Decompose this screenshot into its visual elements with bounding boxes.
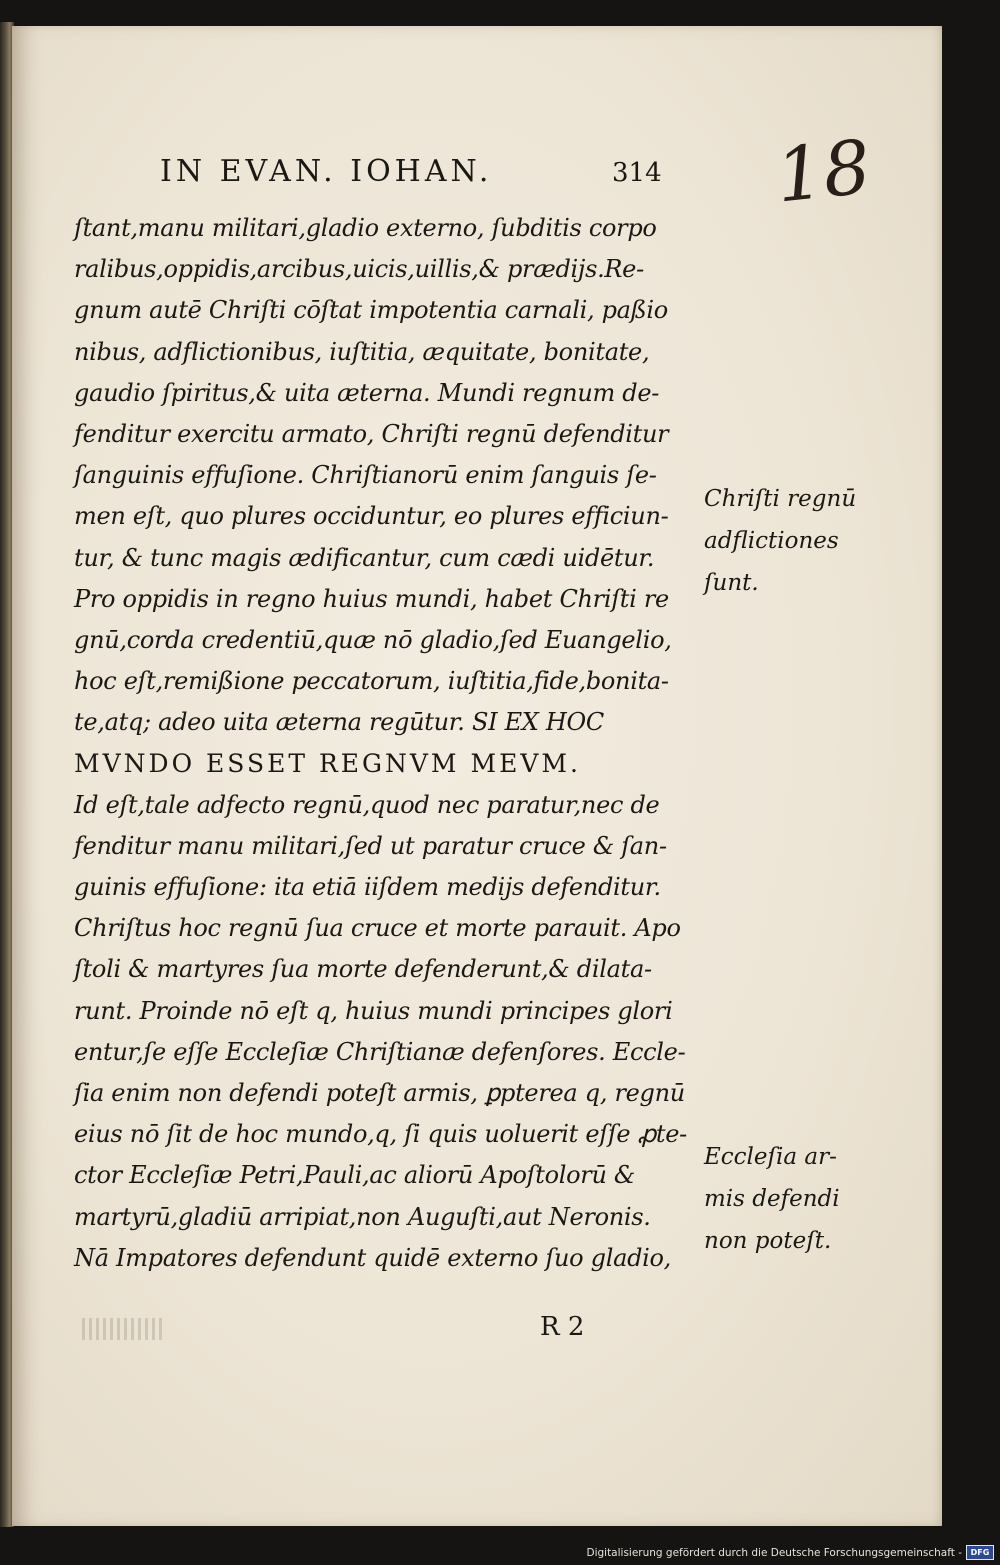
marginal-note-line: ſunt. <box>704 570 759 596</box>
text-line: runt. Proinde nō eſt q, huius mundi principes glori <box>74 996 673 1025</box>
text-line: eius nō ſit de hoc mundo,q, ſi quis uoluerit eſſe ꝓte- <box>74 1120 687 1149</box>
text-line: entur,ſe eſſe Eccleſiæ Chriſtianæ defenſores. Eccle- <box>74 1037 686 1066</box>
text-line-capitals: MVNDO ESSET REGNVM MEVM. <box>74 749 581 779</box>
text-line: gaudio ſpiritus,& uita æterna. Mundi regnum de- <box>74 378 660 407</box>
text-line: men eſt, quo plures occiduntur, eo plures efficiun- <box>74 502 669 531</box>
text-line: ralibus,oppidis,arcibus,uicis,uillis,& prædijs.Re- <box>74 255 644 284</box>
text-line: gnum autē Chriſti cōſtat impotentia carnali, paßio <box>74 296 668 325</box>
handwritten-folio-number: 18 <box>772 124 875 220</box>
text-line: Id eſt,tale adfecto regnū,quod nec paratur,nec de <box>74 790 660 819</box>
marginal-note-line: adflictiones <box>704 528 839 554</box>
text-line: ſia enim non defendi poteſt armis, ꝑpterea q, regnū <box>74 1078 685 1107</box>
text-line: ſtant,manu militari,gladio externo, ſubditis corpo <box>74 214 657 242</box>
text-line: ſanguinis effuſione. Chriſtianorū enim ſanguis ſe- <box>74 461 657 490</box>
text-line: Chriſtus hoc regnū ſua cruce et morte parauit. Apo <box>74 914 681 943</box>
text-line: Nā Impatores defendunt quidē externo ſuo gladio, <box>74 1243 671 1272</box>
page-number: 314 <box>612 158 662 188</box>
text-line: martyrū,gladiū arripiat,non Auguſti,aut Neronis. <box>74 1202 651 1231</box>
text-line: Pro oppidis in regno huius mundi, habet Chriſti re <box>74 584 669 613</box>
dfg-logo: DFG <box>966 1545 994 1560</box>
text-line: gnū,corda credentiū,quæ nō gladio,ſed Euangelio, <box>74 625 672 654</box>
text-line: te,atq; adeo uita æterna regūtur. SI EX HOC <box>74 708 604 737</box>
text-line: fenditur exercitu armato, Chriſti regnū defenditur <box>74 419 669 448</box>
marginal-note <box>704 1136 840 1262</box>
text-line: tur, & tunc magis ædificantur, cum cædi uidētur. <box>74 543 655 572</box>
text-line: hoc eſt,remißione peccatorum, iuſtitia,fide,bonita- <box>74 667 669 696</box>
signature-mark: R 2 <box>540 1312 585 1342</box>
text-line: guinis effuſione: ita etiā iiſdem medijs defenditur. <box>74 873 661 901</box>
marginal-note-line: Chriſti regnū <box>704 486 857 512</box>
marginal-note-line: mis defendi <box>704 1186 840 1212</box>
faded-library-stamp <box>82 1318 166 1340</box>
text-line: nibus, adflictionibus, iuſtitia, æquitate, bonitate, <box>74 337 650 366</box>
running-head: IN EVAN. IOHAN. <box>160 154 493 189</box>
marginal-note-line: non poteſt. <box>704 1228 832 1254</box>
digitization-credit: Digitalisierung gefördert durch die Deutsche Forschungsgemeinschaft - <box>586 1547 962 1559</box>
text-line: ctor Eccleſiæ Petri,Pauli,ac aliorū Apoſtolorū & <box>74 1161 635 1190</box>
main-text-block <box>74 208 714 1279</box>
book-page <box>12 26 942 1526</box>
marginal-note <box>704 478 856 604</box>
text-line: ſtoli & martyres ſua morte defenderunt,& dilata- <box>74 955 652 984</box>
marginal-note-line: Eccleſia ar- <box>704 1144 837 1170</box>
text-line: fenditur manu militari,ſed ut paratur cruce & ſan- <box>74 831 667 860</box>
